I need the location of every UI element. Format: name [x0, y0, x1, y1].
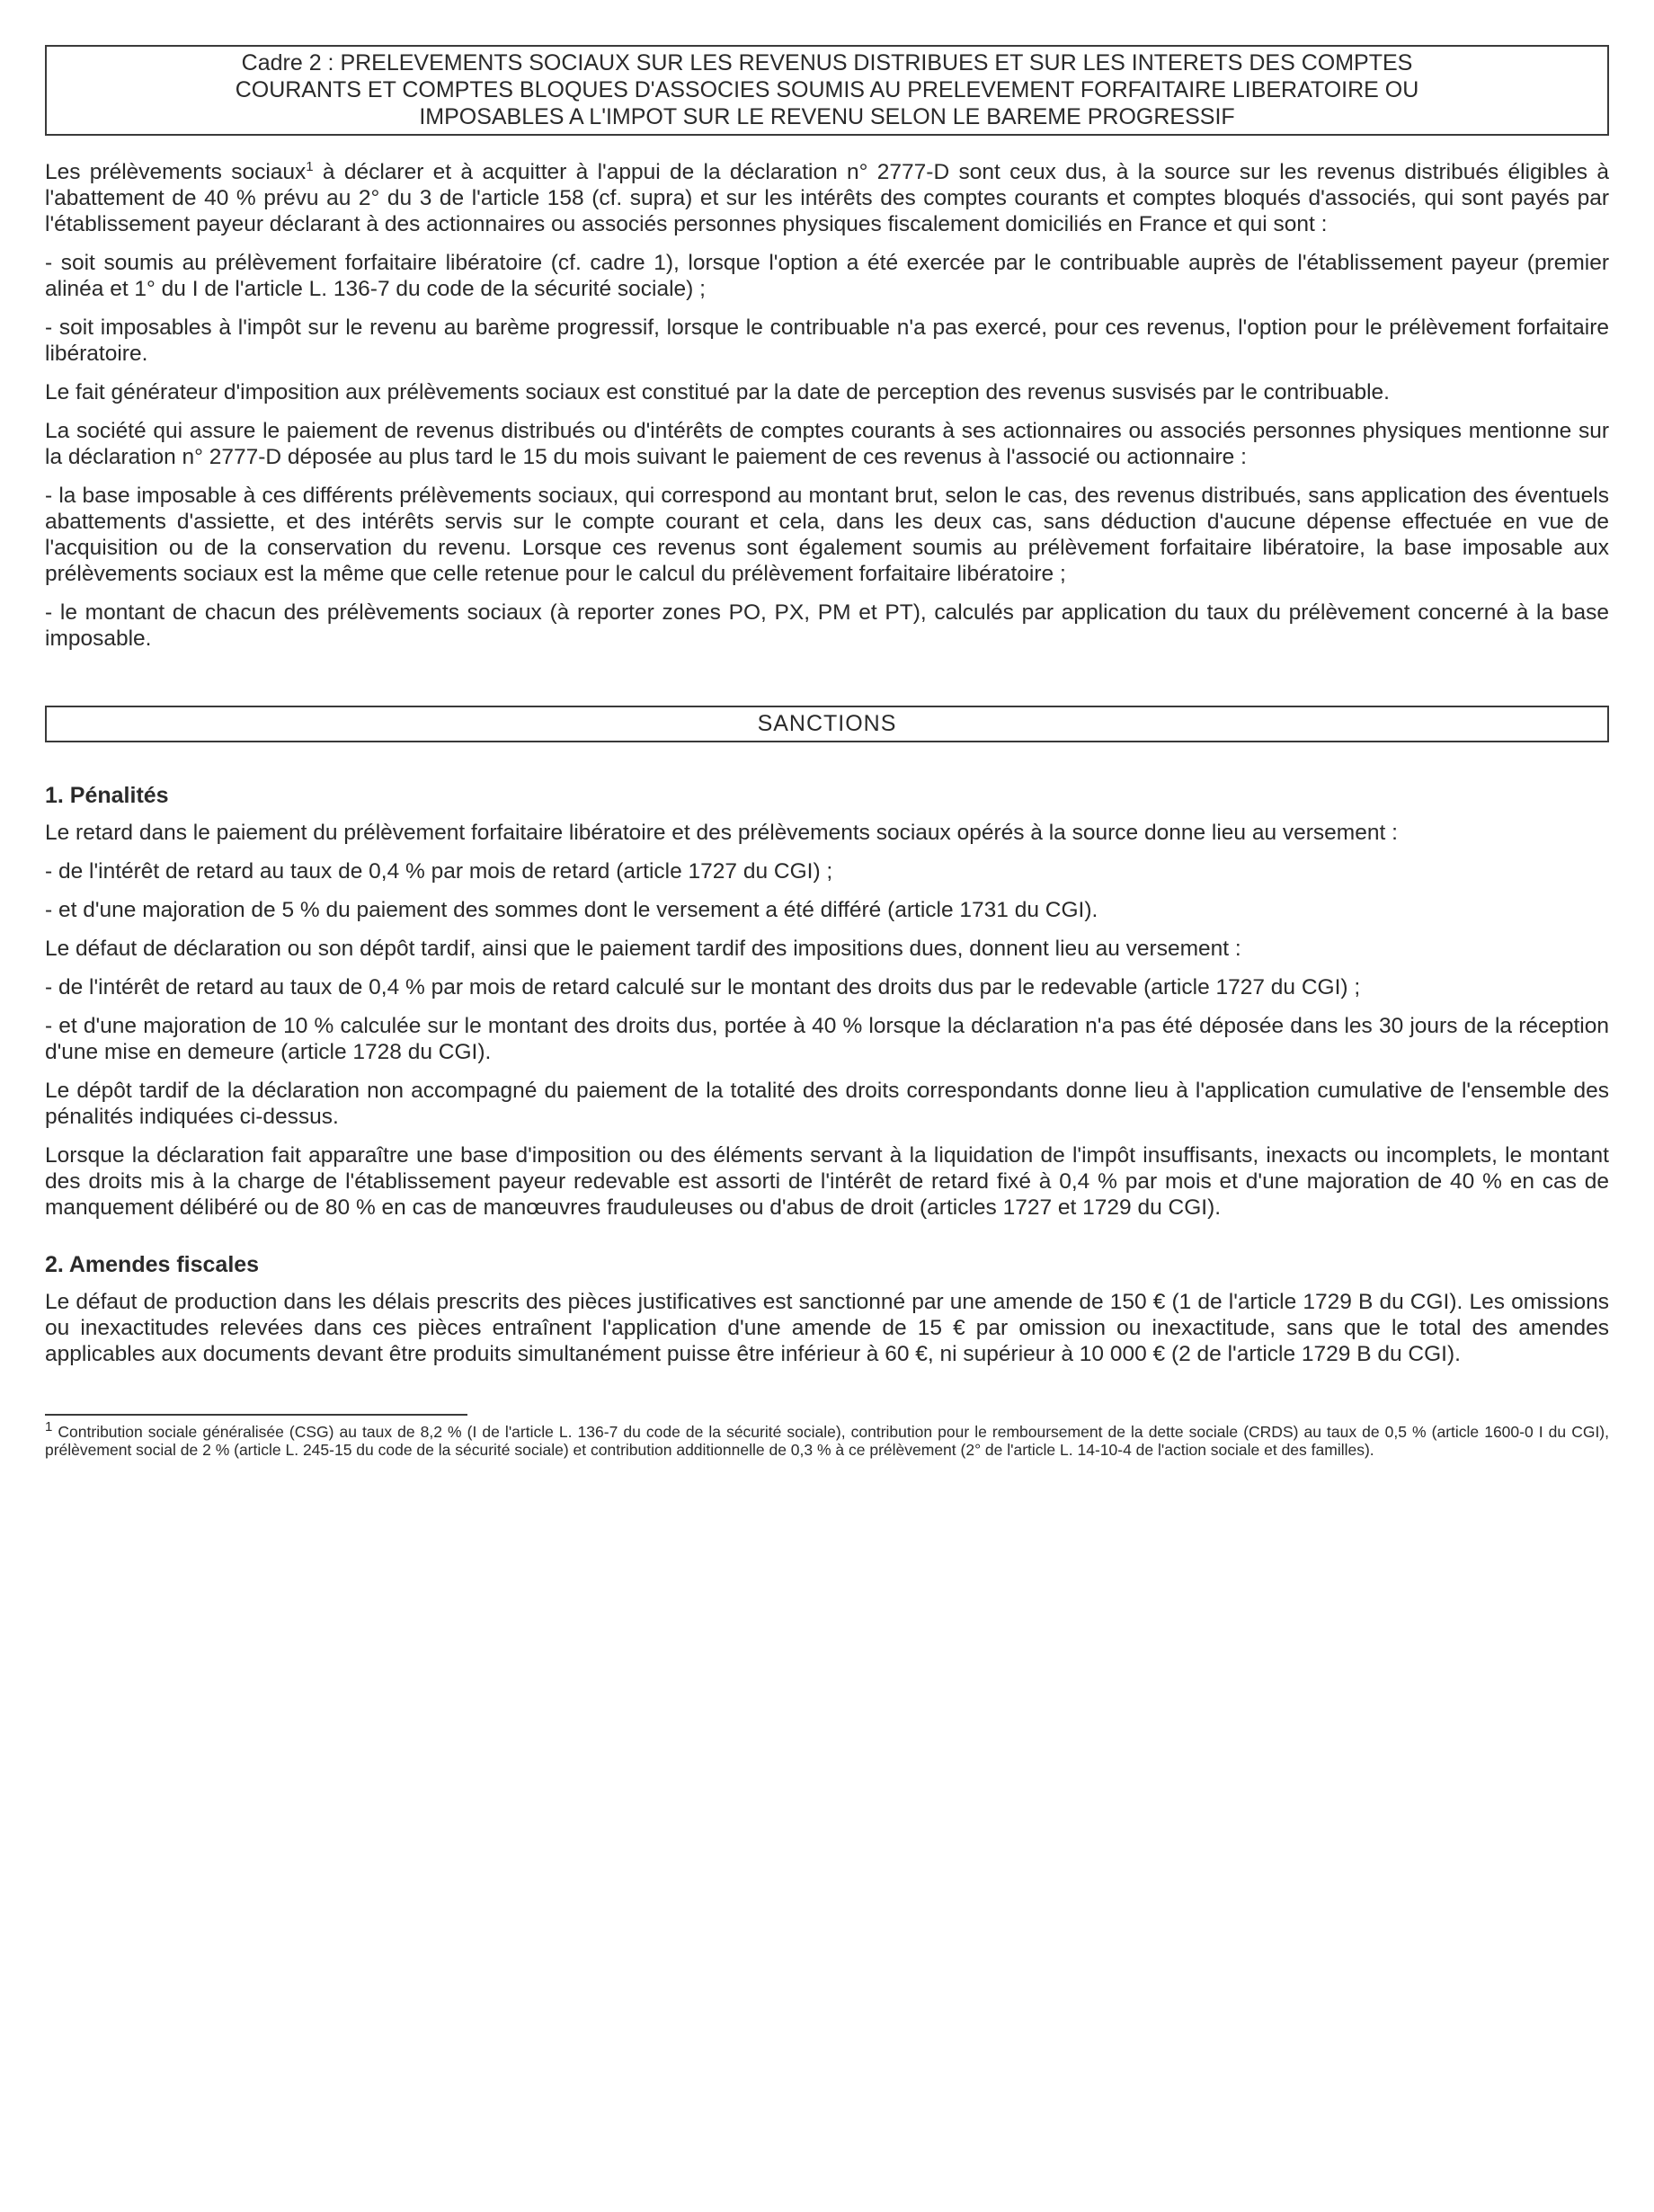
section-heading-penalites: 1. Pénalités: [45, 783, 169, 808]
cadre2-title-box: [45, 45, 1609, 136]
cadre2-paragraph: Le fait générateur d'imposition aux prélèvements sociaux est constitué par la date de perception des revenus susvisés par le contribuable.: [45, 380, 1390, 404]
sanctions-paragraph: Le dépôt tardif de la déclaration non accompagné du paiement de la totalité des droits correspondants donne lieu à l'application cumulative de l'ensemble des pénalités indiquées ci-dessus.: [45, 1079, 1609, 1129]
cadre2-paragraph: - le montant de chacun des prélèvements sociaux (à reporter zones PO, PX, PM et PT), calculés par application du taux du prélèvement concerné à la base imposable.: [45, 600, 1609, 651]
document-page: [45, 45, 1609, 1459]
sanctions-paragraph: Le défaut de production dans les délais prescrits des pièces justificatives est sanctionné par une amende de 150 € (1 de l'article 1729 B du CGI). Les omissions ou inexactitudes relevées dans ces pièces entraînent l'application d'une amende de 15 € par omission ou inexactitude, sans que le total des amendes applicables aux documents devant être produits simultanément puisse être inférieur à 60 €, ni supérieur à 10 000 € (2 de l'article 1729 B du CGI).: [45, 1290, 1609, 1366]
cadre2-paragraph: La société qui assure le paiement de revenus distribués ou d'intérêts de comptes courants à ses actionnaires ou associés personnes physiques mentionne sur la déclaration n° 2777-D déposée au plus tard le 15 du mois suivant le paiement de ces revenus à l'associé ou actionnaire :: [45, 419, 1609, 469]
cadre2-paragraph: - la base imposable à ces différents prélèvements sociaux, qui correspond au montant brut, selon le cas, des revenus distribués, sans application des éventuels abattements d'assiette, et des intérêts servis sur le compte courant et cela, dans les deux cas, sans déduction d'aucune dépense effectuée en vue de l'acquisition ou de la conservation du revenu. Lorsque ces revenus sont également soumis au prélèvement forfaitaire libératoire, la base imposable aux prélèvements sociaux est la même que celle retenue pour le calcul du prélèvement forfaitaire libératoire ;: [45, 484, 1609, 586]
sanctions-paragraph: - de l'intérêt de retard au taux de 0,4 % par mois de retard calculé sur le montant des droits dus par le redevable (article 1727 du CGI) ;: [45, 975, 1361, 999]
cadre2-title-line: Cadre 2 : PRELEVEMENTS SOCIAUX SUR LES REVENUS DISTRIBUES ET SUR LES INTERETS DES COMPTES: [241, 50, 1413, 76]
section-heading-amendes: 2. Amendes fiscales: [45, 1252, 260, 1277]
footnote-text: Contribution sociale généralisée (CSG) au taux de 8,2 % (I de l'article L. 136-7 du code de la sécurité sociale), contribution pour le remboursement de la dette sociale (CRDS) au taux de 0,5 % (article 1600-0 I du CGI), prélèvement social de 2 % (article L. 245-15 du code de la sécurité sociale) et contribution additionnelle de 0,3 % à ce prélèvement (2° de l'article L. 14-10-4 de l'action sociale et des familles).: [45, 1423, 1609, 1459]
cadre2-paragraph: - soit imposables à l'impôt sur le revenu au barème progressif, lorsque le contribuable n'a pas exercé, pour ces revenus, l'option pour le prélèvement forfaitaire libératoire.: [45, 315, 1609, 366]
sanctions-paragraph: Le défaut de déclaration ou son dépôt tardif, ainsi que le paiement tardif des impositions dues, donnent lieu au versement :: [45, 937, 1241, 961]
sanctions-title: SANCTIONS: [757, 711, 897, 736]
sanctions-paragraph: - de l'intérêt de retard au taux de 0,4 % par mois de retard (article 1727 du CGI) ;: [45, 859, 833, 884]
cadre2-title-line: IMPOSABLES A L'IMPOT SUR LE REVENU SELON LE BAREME PROGRESSIF: [419, 104, 1235, 129]
footnote-separator: [45, 1414, 467, 1416]
footnote-reference: 1: [306, 158, 314, 174]
footnote-mark: 1: [45, 1419, 53, 1435]
sanctions-paragraph: Lorsque la déclaration fait apparaître une base d'imposition ou des éléments servant à la liquidation de l'impôt insuffisants, inexacts ou incomplets, le montant des droits mis à la charge de l'établissement payeur redevable est assorti de l'intérêt de retard fixé à 0,4 % par mois et d'une majoration de 40 % en cas de manquement délibéré ou de 80 % en cas de manœuvres frauduleuses ou d'abus de droit (articles 1727 et 1729 du CGI).: [45, 1143, 1609, 1220]
sanctions-paragraph: Le retard dans le paiement du prélèvement forfaitaire libératoire et des prélèvements sociaux opérés à la source donne lieu au versement :: [45, 821, 1398, 845]
intro-text-rest: à déclarer et à acquitter à l'appui de la déclaration n° 2777-D sont ceux dus, à la source sur les revenus distribués éligibles à l'abattement de 40 % prévu au 2° du 3 de l'article 158 (cf. supra) et sur les intérêts des comptes courants et comptes bloqués d'associés, qui sont payés par l'établissement payeur déclarant à des actionnaires ou associés personnes physiques fiscalement domiciliés en France et qui sont :: [45, 160, 1609, 236]
intro-text-start: Les prélèvements sociaux: [45, 160, 307, 184]
footnote: [45, 1419, 1609, 1459]
cadre2-title-line: COURANTS ET COMPTES BLOQUES D'ASSOCIES SOUMIS AU PRELEVEMENT FORFAITAIRE LIBERATOIRE OU: [235, 77, 1419, 102]
sanctions-paragraph: - et d'une majoration de 5 % du paiement des sommes dont le versement a été différé (article 1731 du CGI).: [45, 898, 1098, 922]
cadre2-intro-paragraph: [45, 159, 1609, 237]
cadre2-paragraph: - soit soumis au prélèvement forfaitaire libératoire (cf. cadre 1), lorsque l'option a été exercée par le contribuable auprès de l'établissement payeur (premier alinéa et 1° du I de l'article L. 136-7 du code de la sécurité sociale) ;: [45, 251, 1609, 301]
sanctions-title-box: [45, 706, 1609, 742]
sanctions-paragraph: - et d'une majoration de 10 % calculée sur le montant des droits dus, portée à 40 % lorsque la déclaration n'a pas été déposée dans les 30 jours de la réception d'une mise en demeure (article 1728 du CGI).: [45, 1014, 1609, 1064]
